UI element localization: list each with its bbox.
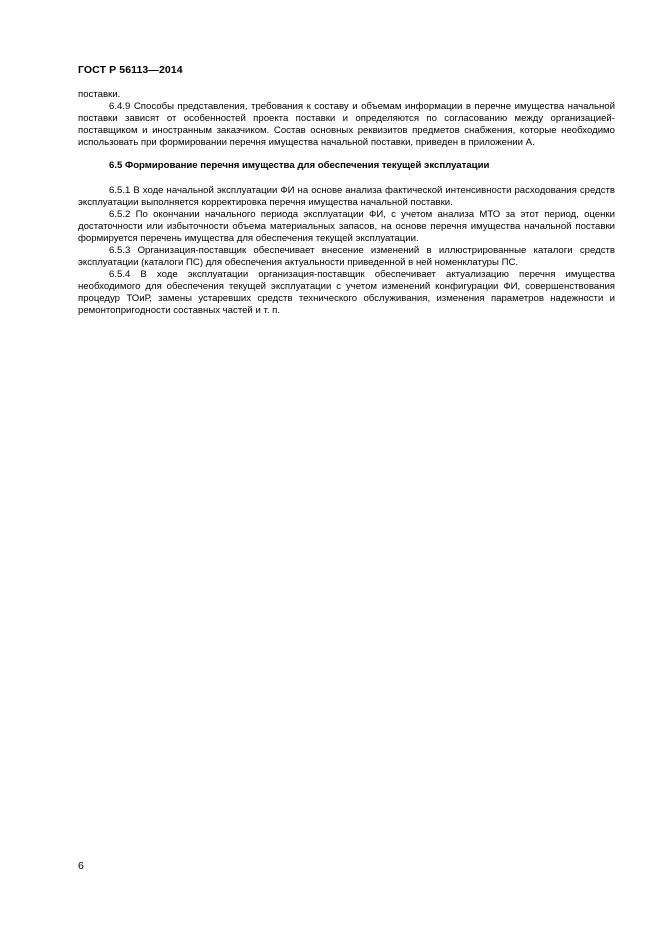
paragraph-6-4-9: 6.4.9 Способы представления, требования к составу и объемам информации в перечне имущества начальной поставки зависят от особенностей проекта поставки и определяются по согласованию между организацией-поставщиком и иностранным заказчиком. Состав основных реквизитов предметов снабжения, которые необходимо использовать при формировании перечня имущества начальной поставки, приведен в приложении А. [78, 101, 615, 148]
paragraph-6-5-1: 6.5.1 В ходе начальной эксплуатации ФИ на основе анализа фактической интенсивности расходования средств эксплуатации выполняется корректировка перечня имущества начальной поставки. [78, 185, 615, 208]
document-id-header: ГОСТ Р 56113—2014 [78, 64, 183, 76]
paragraph-6-5-2: 6.5.2 По окончании начального периода эксплуатации ФИ, с учетом анализа МТО за этот период, оценки достаточности или избыточности объема материальных запасов, на основе перечня имущества начальной поставки формируется перечень имущества для обеспечения текущей эксплуатации. [78, 209, 615, 244]
continued-text: поставки. [78, 89, 121, 100]
paragraph-6-5-3: 6.5.3 Организация-поставщик обеспечивает внесение изменений в иллюстрированные каталоги средств эксплуатации (каталоги ПС) для обеспечения актуальности приведенной в ней номенклатуры ПС. [78, 245, 615, 268]
document-body [78, 89, 615, 317]
section-heading-6-5: 6.5 Формирование перечня имущества для обеспечения текущей эксплуатации [109, 160, 490, 171]
page-number: 6 [78, 860, 84, 872]
paragraph-6-5-4: 6.5.4 В ходе эксплуатации организация-поставщик обеспечивает актуализацию перечня имущества необходимого для обеспечения текущей эксплуатации с учетом изменений конфигурации ФИ, совершенствования процедур ТОиР, замены устаревших средств технического обслуживания, изменения параметров надежности и ремонтопригодности составных частей и т. п. [78, 269, 615, 316]
